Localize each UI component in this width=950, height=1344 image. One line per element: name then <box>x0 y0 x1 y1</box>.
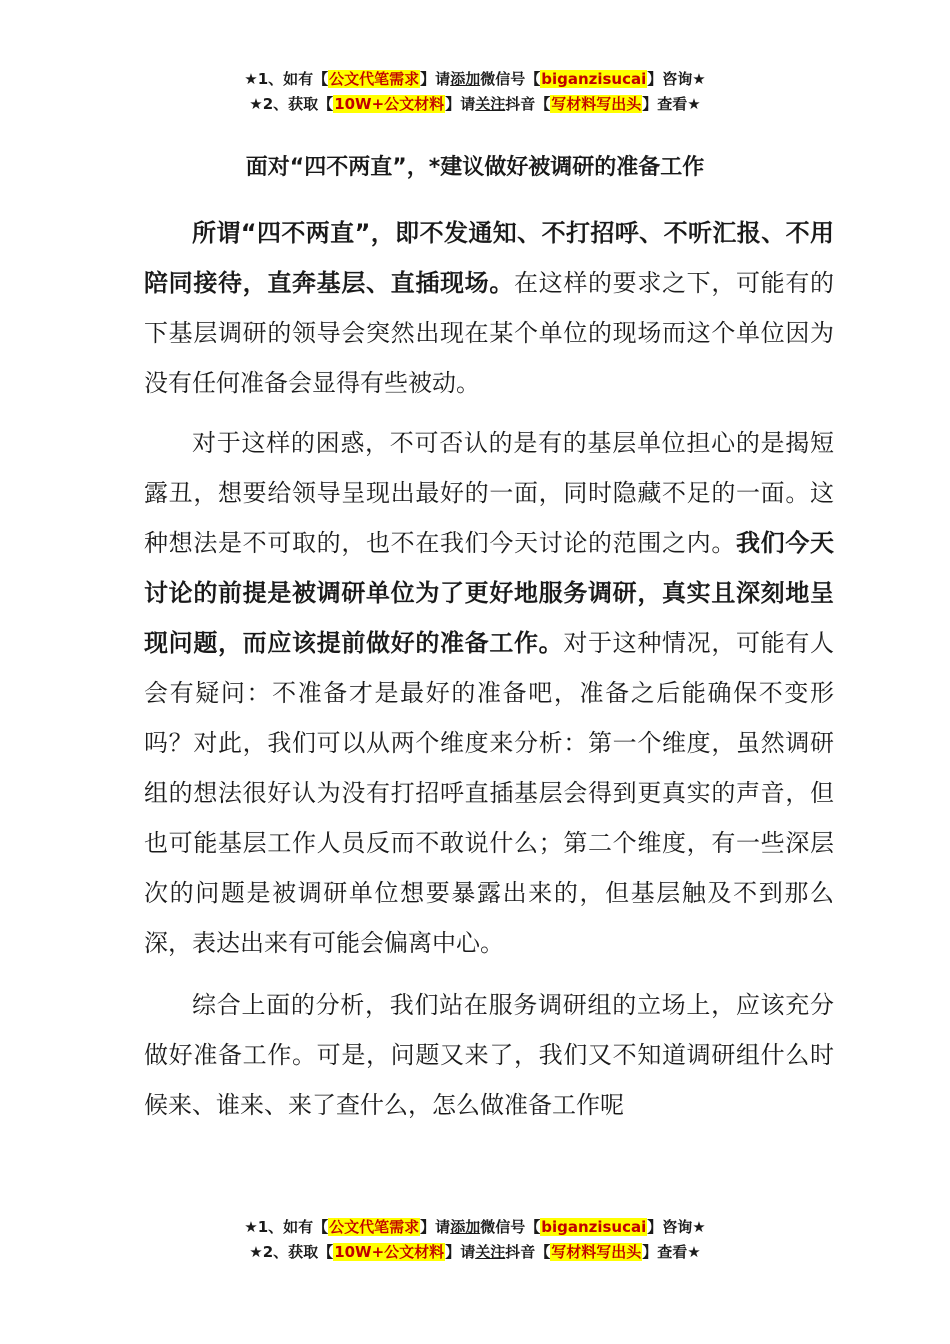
highlight-service: 公文代笔需求 <box>329 70 420 88</box>
paragraph-3: 综合上面的分析，我们站在服务调研组的立场上，应该充分做好准备工作。可是，问题又来了，我们又不知道调研组什么时候来、谁来、来了查什么，怎么做准备工作呢 <box>144 991 834 1119</box>
paragraph-1-bold: 所谓“四不两直”，即不发通知、不打招呼、不听汇报、不用陪同接待，直奔基层、直插现场。 <box>144 219 834 297</box>
highlight-wechat-id: biganzisucai <box>541 70 647 88</box>
promo-banner-bottom <box>0 1215 950 1265</box>
highlight-douyin-account: 写材料写出头 <box>551 1243 642 1261</box>
highlight-materials: 10W+公文材料 <box>334 1243 445 1261</box>
promo-line-1: ★1、如有【公文代笔需求】请添加微信号【biganzisucai】咨询★ <box>244 70 706 88</box>
paragraph-2: 对于这样的困惑，不可否认的是有的基层单位担心的是揭短露丑，想要给领导呈现出最好的一面，同时隐藏不足的一面。这种想法是不可取的，也不在我们今天讨论的范围之内。我们今天讨论的前提是被调研单位为了更好地服务调研，真实且深刻地呈现问题，而应该提前做好的准备工作。对于这种情况，可能有人会有疑问：不准备才是最好的准备吧，准备之后能确保不变形吗？对此，我们可以从两个维度来分析：第一个维度，虽然调研组的想法很好认为没有打招呼直插基层会得到更真实的声音，但也可能基层工作人员反而不敢说什么；第二个维度，有一些深层次的问题是被调研单位想要暴露出来的，但基层触及不到那么深，表达出来有可能会偏离中心。 <box>144 429 835 957</box>
document-body <box>144 208 834 1142</box>
promo-line-2: ★2、获取【10W+公文材料】请关注抖音【写材料写出头】查看★ <box>249 95 701 113</box>
promo-banner-top <box>0 67 950 117</box>
promo-line-1: ★1、如有【公文代笔需求】请添加微信号【biganzisucai】咨询★ <box>244 1218 706 1236</box>
paragraph-2-bold: 我们今天讨论的前提是被调研单位为了更好地服务调研，真实且深刻地呈现问题，而应该提前做好的准备工作。 <box>144 529 834 657</box>
highlight-service: 公文代笔需求 <box>329 1218 420 1236</box>
highlight-materials: 10W+公文材料 <box>334 95 445 113</box>
document-title: 面对“四不两直”，*建议做好被调研的准备工作 <box>245 155 705 180</box>
promo-line-2: ★2、获取【10W+公文材料】请关注抖音【写材料写出头】查看★ <box>249 1243 701 1261</box>
paragraph-1: 所谓“四不两直”，即不发通知、不打招呼、不听汇报、不用陪同接待，直奔基层、直插现场。在这样的要求之下，可能有的下基层调研的领导会突然出现在某个单位的现场而这个单位因为没有任何准备会显得有些被动。 <box>144 219 834 397</box>
highlight-wechat-id: biganzisucai <box>541 1218 647 1236</box>
highlight-douyin-account: 写材料写出头 <box>551 95 642 113</box>
